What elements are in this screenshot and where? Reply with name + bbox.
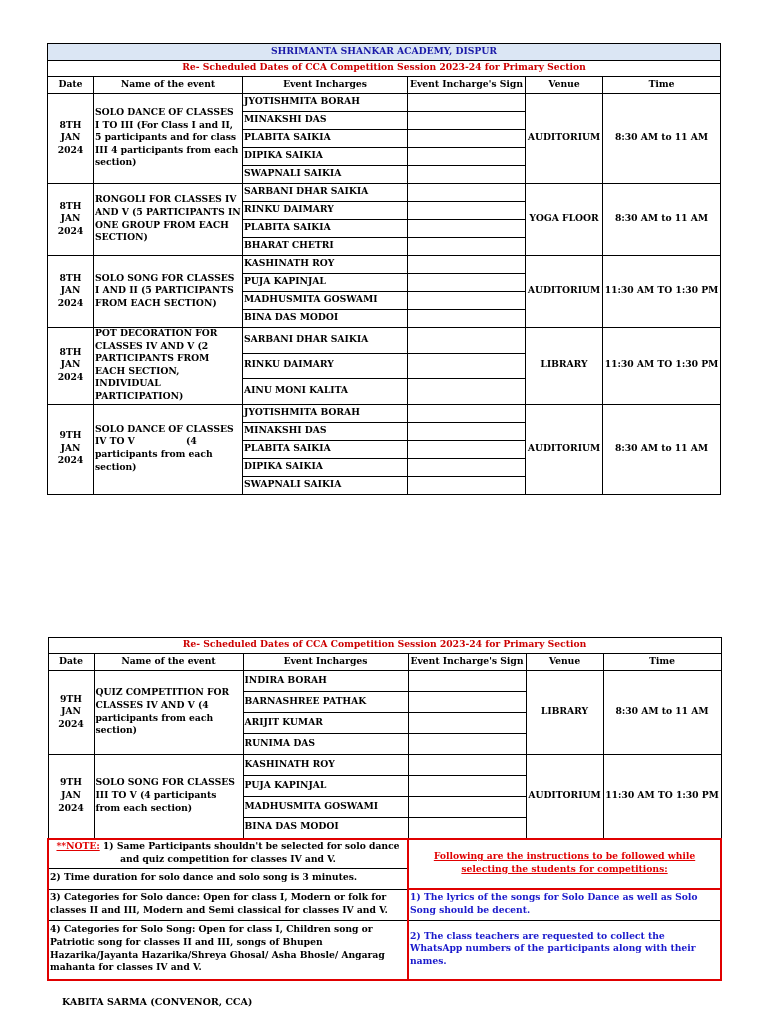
incharge-name: PUJA KAPINJAL <box>243 274 408 292</box>
col-header-time: Time <box>603 77 721 94</box>
incharge-name: MADHUSMITA GOSWAMI <box>243 292 408 310</box>
sign-cell <box>408 734 526 755</box>
sign-cell <box>408 671 526 692</box>
instruction-1: 1) The lyrics of the songs for Solo Dance as well as Solo Song should be decent. <box>408 889 721 920</box>
incharge-name: SWAPNALI SAIKIA <box>243 166 408 184</box>
incharge-name: SARBANI DHAR SAIKIA <box>243 184 408 202</box>
incharge-name: BINA DAS MODOI <box>243 310 408 328</box>
event-venue: AUDITORIUM <box>526 256 603 328</box>
incharge-name: RINKU DAIMARY <box>243 353 408 379</box>
sign-cell <box>408 166 526 184</box>
sign-cell <box>408 238 526 256</box>
incharge-name: BHARAT CHETRI <box>243 238 408 256</box>
col-header-venue: Venue <box>526 654 603 671</box>
event-name: POT DECORATION FOR CLASSES IV AND V (2 PARTICIPANTS FROM EACH SECTION, INDIVIDUAL PARTICIPATION) <box>94 328 243 405</box>
sign-cell <box>408 440 526 458</box>
sign-cell <box>408 130 526 148</box>
school-title: SHRIMANTA SHANKAR ACADEMY, DISPUR <box>48 44 721 61</box>
schedule-table-2 <box>47 637 722 981</box>
sign-cell <box>408 476 526 494</box>
sign-cell <box>408 818 526 839</box>
event-date: 9TH JAN 2024 <box>48 671 94 755</box>
incharge-name: KASHINATH ROY <box>243 256 408 274</box>
sign-cell <box>408 379 526 405</box>
sign-cell <box>408 713 526 734</box>
note-2: 2) Time duration for solo dance and solo song is 3 minutes. <box>48 868 408 889</box>
sign-cell <box>408 328 526 354</box>
event-time: 11:30 AM TO 1:30 PM <box>603 328 721 405</box>
col-header-event: Name of the event <box>94 654 243 671</box>
note-1-text: 1) Same Participants shouldn't be selected for solo dance and quiz competition for classes IV and V. <box>99 840 400 865</box>
incharge-name: JYOTISHMITA BORAH <box>243 94 408 112</box>
event-time: 8:30 AM to 11 AM <box>603 184 721 256</box>
sign-cell <box>408 755 526 776</box>
incharge-name: JYOTISHMITA BORAH <box>243 404 408 422</box>
event-name: SOLO SONG FOR CLASSES III TO V (4 participants from each section) <box>94 755 243 839</box>
sign-cell <box>408 220 526 238</box>
incharge-name: SWAPNALI SAIKIA <box>243 476 408 494</box>
col-header-date: Date <box>48 654 94 671</box>
sign-cell <box>408 353 526 379</box>
note-4: 4) Categories for Solo Song: Open for class I, Children song or Patriotic song for classes II and III, songs of Bhupen Hazarika/Jayanta Hazarika/Shreya Ghosal/ Asha Bhosle/ Angarag mahanta for classes IV and V. <box>48 920 408 980</box>
col-header-incharges: Event Incharges <box>243 77 408 94</box>
sign-cell <box>408 797 526 818</box>
event-venue: AUDITORIUM <box>526 94 603 184</box>
note-1 <box>48 839 408 869</box>
event-time: 8:30 AM to 11 AM <box>603 671 721 755</box>
incharge-name: MINAKSHI DAS <box>243 422 408 440</box>
schedule-table-1 <box>47 43 721 495</box>
sign-cell <box>408 422 526 440</box>
incharge-name: KASHINATH ROY <box>243 755 408 776</box>
sign-cell <box>408 776 526 797</box>
col-header-venue: Venue <box>526 77 603 94</box>
event-date: 9TH JAN 2024 <box>48 755 94 839</box>
event-date: 8TH JAN 2024 <box>48 184 94 256</box>
col-header-sign: Event Incharge's Sign <box>408 654 526 671</box>
schedule-subtitle: Re- Scheduled Dates of CCA Competition Session 2023-24 for Primary Section <box>48 638 721 654</box>
event-time: 11:30 AM TO 1:30 PM <box>603 755 721 839</box>
event-name: SOLO SONG FOR CLASSES I AND II (5 PARTICIPANTS FROM EACH SECTION) <box>94 256 243 328</box>
col-header-event: Name of the event <box>94 77 243 94</box>
convenor-signature: KABITA SARMA (CONVENOR, CCA) <box>62 997 253 1008</box>
sign-cell <box>408 292 526 310</box>
incharge-name: PLABITA SAIKIA <box>243 440 408 458</box>
event-date: 8TH JAN 2024 <box>48 328 94 405</box>
sign-cell <box>408 310 526 328</box>
note-label: **NOTE: <box>56 840 100 852</box>
incharge-name: AINU MONI KALITA <box>243 379 408 405</box>
incharge-name: PUJA KAPINJAL <box>243 776 408 797</box>
incharge-name: PLABITA SAIKIA <box>243 130 408 148</box>
sign-cell <box>408 458 526 476</box>
incharge-name: RINKU DAIMARY <box>243 202 408 220</box>
sign-cell <box>408 404 526 422</box>
event-name: SOLO DANCE OF CLASSES IV TO V (4 participants from each section) <box>94 404 243 494</box>
incharge-name: INDIRA BORAH <box>243 671 408 692</box>
event-time: 8:30 AM to 11 AM <box>603 404 721 494</box>
incharge-name: PLABITA SAIKIA <box>243 220 408 238</box>
event-venue: YOGA FLOOR <box>526 184 603 256</box>
instruction-2: 2) The class teachers are requested to collect the WhatsApp numbers of the participants along with their names. <box>408 920 721 980</box>
col-header-date: Date <box>48 77 94 94</box>
event-date: 9TH JAN 2024 <box>48 404 94 494</box>
event-venue: AUDITORIUM <box>526 404 603 494</box>
event-time: 8:30 AM to 11 AM <box>603 94 721 184</box>
event-name: RONGOLI FOR CLASSES IV AND V (5 PARTICIPANTS IN ONE GROUP FROM EACH SECTION) <box>94 184 243 256</box>
sign-cell <box>408 112 526 130</box>
schedule-subtitle: Re- Scheduled Dates of CCA Competition Session 2023-24 for Primary Section <box>48 61 721 77</box>
event-name: SOLO DANCE OF CLASSES I TO III (For Class I and II, 5 participants and for class III 4 participants from each section) <box>94 94 243 184</box>
event-date: 8TH JAN 2024 <box>48 94 94 184</box>
incharge-name: DIPIKA SAIKIA <box>243 148 408 166</box>
event-date: 8TH JAN 2024 <box>48 256 94 328</box>
incharge-name: MADHUSMITA GOSWAMI <box>243 797 408 818</box>
col-header-sign: Event Incharge's Sign <box>408 77 526 94</box>
incharge-name: DIPIKA SAIKIA <box>243 458 408 476</box>
incharge-name: BINA DAS MODOI <box>243 818 408 839</box>
sign-cell <box>408 94 526 112</box>
event-venue: AUDITORIUM <box>526 755 603 839</box>
incharge-name: ARIJIT KUMAR <box>243 713 408 734</box>
incharge-name: SARBANI DHAR SAIKIA <box>243 328 408 354</box>
sign-cell <box>408 202 526 220</box>
event-time: 11:30 AM TO 1:30 PM <box>603 256 721 328</box>
sign-cell <box>408 148 526 166</box>
event-venue: LIBRARY <box>526 671 603 755</box>
col-header-time: Time <box>603 654 721 671</box>
event-venue: LIBRARY <box>526 328 603 405</box>
event-name: QUIZ COMPETITION FOR CLASSES IV AND V (4 participants from each section) <box>94 671 243 755</box>
sign-cell <box>408 184 526 202</box>
incharge-name: MINAKSHI DAS <box>243 112 408 130</box>
sign-cell <box>408 692 526 713</box>
sign-cell <box>408 274 526 292</box>
note-3: 3) Categories for Solo dance: Open for class I, Modern or folk for classes II and III, Modern and Semi classical for classes IV and V. <box>48 889 408 920</box>
col-header-incharges: Event Incharges <box>243 654 408 671</box>
incharge-name: BARNASHREE PATHAK <box>243 692 408 713</box>
incharge-name: RUNIMA DAS <box>243 734 408 755</box>
instructions-heading: Following are the instructions to be followed while selecting the students for competitions: <box>408 839 721 890</box>
sign-cell <box>408 256 526 274</box>
